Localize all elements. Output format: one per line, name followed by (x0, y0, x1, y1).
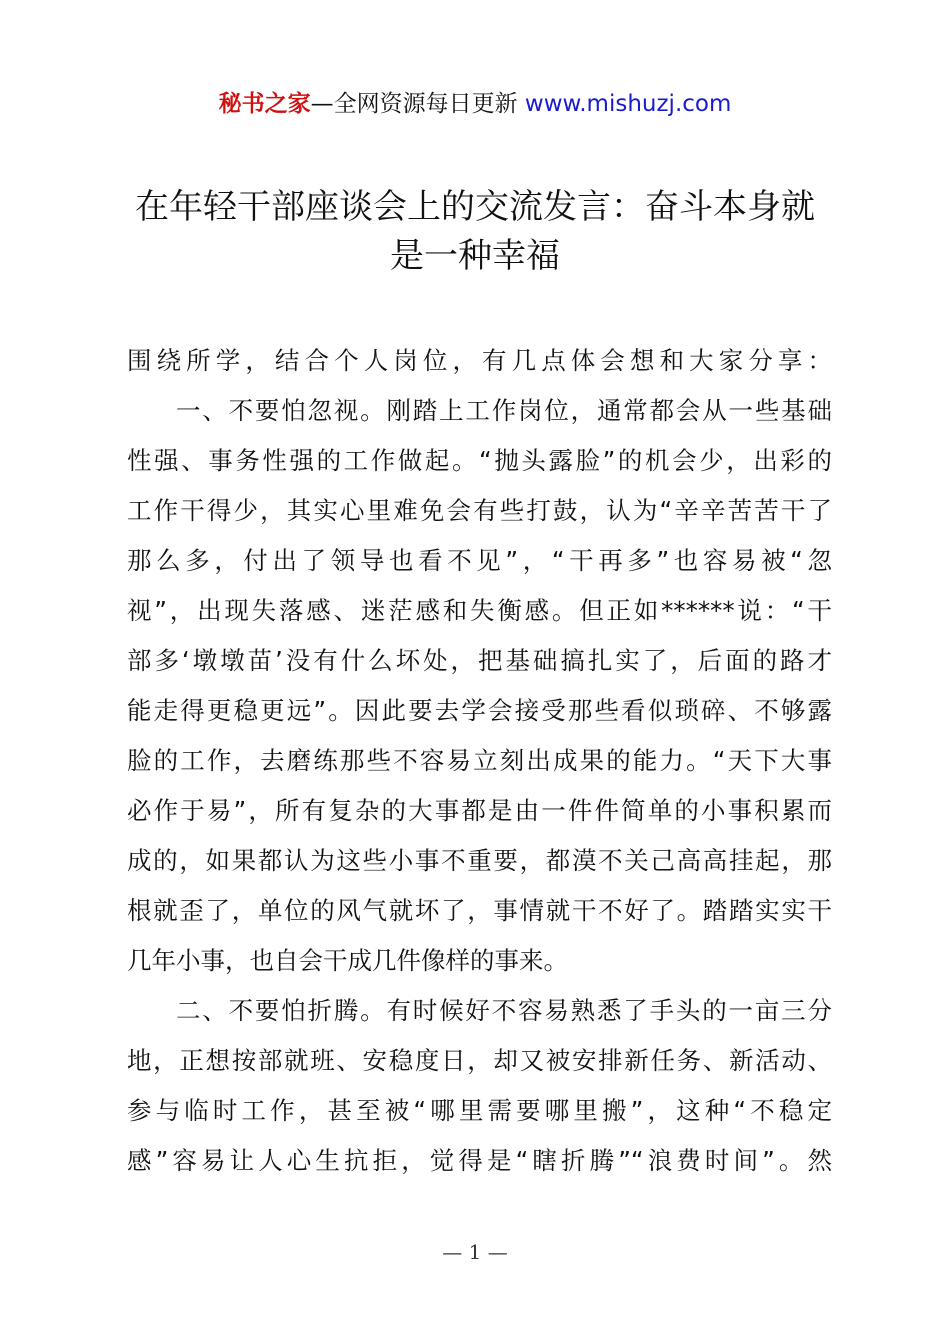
paragraph-line: 那么多，付出了领导也看不见”，“干再多”也容易被“忽 (127, 546, 832, 575)
paragraph-line: 地，正想按部就班、安稳度日，却又被安排新任务、新活动、 (127, 1046, 832, 1075)
section-2-heading-line: 二、不要怕折腾。有时候好不容易熟悉了手头的一亩三分 (176, 996, 832, 1025)
paragraph-line: 性强、事务性强的工作做起。“抛头露脸”的机会少，出彩的 (127, 446, 832, 475)
title-line-1: 在年轻干部座谈会上的交流发言：奋斗本身就 (135, 187, 815, 227)
paragraph-line: 工作干得少，其实心里难免会有些打鼓，认为“辛辛苦苦干了 (127, 496, 832, 525)
paragraph-line: 部多‘墩墩苗’没有什么坏处，把基础搞扎实了，后面的路才 (127, 646, 832, 675)
paragraph-line: 脸的工作，去磨练那些不容易立刻出成果的能力。“天下大事 (127, 746, 832, 775)
document-title (110, 183, 840, 281)
paragraph-line: 感”容易让人心生抗拒，觉得是“瞎折腾”“浪费时间”。然 (127, 1146, 832, 1175)
intro-line: 围绕所学，结合个人岗位，有几点体会想和大家分享： (127, 346, 832, 375)
document-body (127, 336, 832, 1186)
paragraph-line: 成的，如果都认为这些小事不重要，都漠不关己高高挂起，那 (127, 846, 832, 875)
paragraph-line: 能走得更稳更远”。因此要去学会接受那些看似琐碎、不够露 (127, 696, 832, 725)
title-line-2: 是一种幸福 (390, 236, 560, 276)
paragraph-line: 参与临时工作，甚至被“哪里需要哪里搬”，这种“不稳定 (127, 1096, 832, 1125)
paragraph-line: 视”，出现失落感、迷茫感和失衡感。但正如******说：“干 (127, 596, 832, 625)
page-number: — 1 — (442, 1240, 508, 1264)
paragraph-line: 必作于易”，所有复杂的大事都是由一件件简单的小事积累而 (127, 796, 832, 825)
paragraph-line: 根就歪了，单位的风气就坏了，事情就干不好了。踏踏实实干 (127, 896, 832, 925)
site-brand: 秘书之家 (218, 91, 311, 117)
site-url-link[interactable]: www.mishuzj.com (517, 91, 732, 117)
site-header (0, 88, 950, 120)
section-1-heading-line: 一、不要怕忽视。刚踏上工作岗位，通常都会从一些基础 (176, 396, 832, 425)
paragraph-line: 几年小事，也自会干成几件像样的事来。 (127, 946, 568, 975)
site-slogan: —全网资源每日更新 (310, 91, 518, 117)
